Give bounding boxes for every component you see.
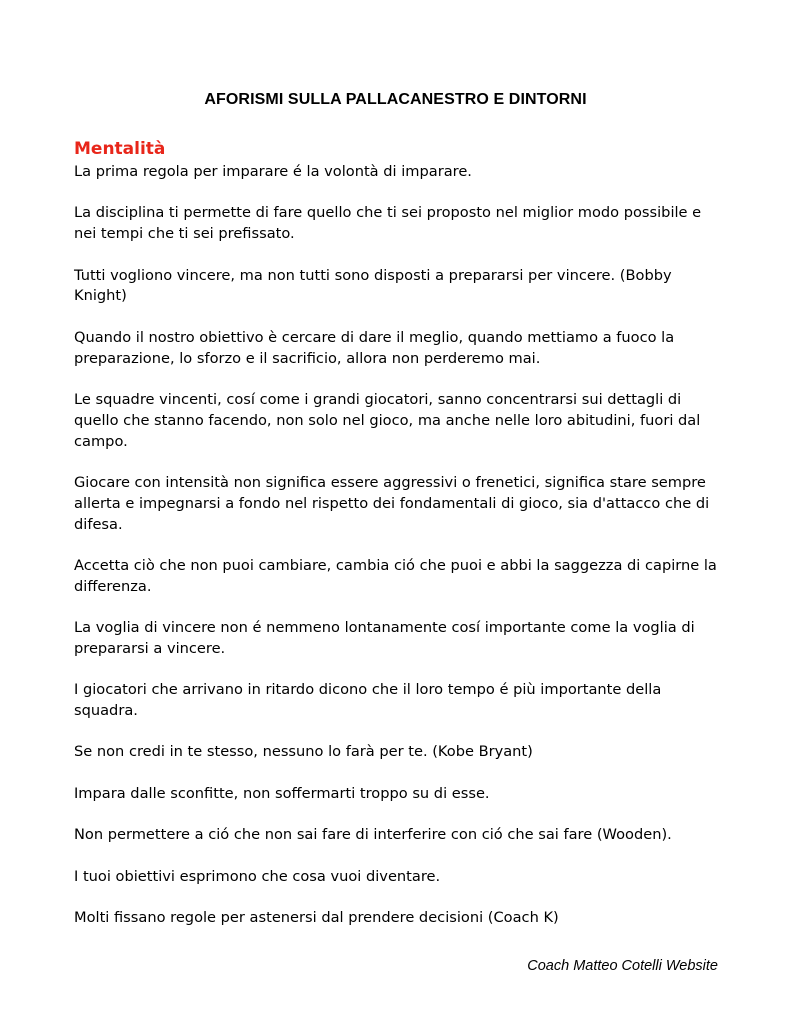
quote-item: La voglia di vincere non é nemmeno lontanamente cosí importante come la voglia di prepararsi a vincere. xyxy=(74,619,695,657)
quote-item: Molti fissano regole per astenersi dal prendere decisioni (Coach K) xyxy=(74,909,559,927)
quote-list xyxy=(74,162,724,949)
section-heading-mentalita: Mentalità xyxy=(74,139,166,159)
quote-item: Accetta ciò che non puoi cambiare, cambia ció che puoi e abbi la saggezza di capirne la differenza. xyxy=(74,556,717,595)
quote-item: Se non credi in te stesso, nessuno lo farà per te. (Kobe Bryant) xyxy=(74,743,533,761)
document-title: AFORISMI SULLA PALLACANESTRO E DINTORNI xyxy=(204,91,587,108)
footer-credit: Coach Matteo Cotelli Website xyxy=(527,958,718,974)
quote-item: Quando il nostro obiettivo è cercare di dare il meglio, quando mettiamo a fuoco la preparazione, lo sforzo e il sacrificio, allora non perderemo mai. xyxy=(74,328,675,367)
quote-item: Tutti vogliono vincere, ma non tutti sono disposti a prepararsi per vincere. (Bobby Knight) xyxy=(74,266,672,305)
quote-item: La disciplina ti permette di fare quello che ti sei proposto nel miglior modo possibile e nei tempi che ti sei prefissato. xyxy=(74,204,702,243)
quote-item: La prima regola per imparare é la volontà di imparare. xyxy=(74,163,472,180)
quote-item: Giocare con intensità non significa essere aggressivi o frenetici, significa stare sempre allerta e impegnarsi a fondo nel rispetto dei fondamentali di gioco, sia d'attacco che di difesa. xyxy=(74,473,710,533)
quote-item: Le squadre vincenti, cosí come i grandi giocatori, sanno concentrarsi sui dettagli di quello che stanno facendo, non solo nel gioco, ma anche nelle loro abitudini, fuori dal campo. xyxy=(74,390,701,450)
quote-item: I giocatori che arrivano in ritardo dicono che il loro tempo é più importante della squadra. xyxy=(74,681,662,720)
quote-item: Non permettere a ció che non sai fare di interferire con ció che sai fare (Wooden). xyxy=(74,826,672,844)
quote-item: I tuoi obiettivi esprimono che cosa vuoi diventare. xyxy=(74,867,441,885)
quote-item: Impara dalle sconfitte, non soffermarti troppo su di esse. xyxy=(74,784,490,802)
